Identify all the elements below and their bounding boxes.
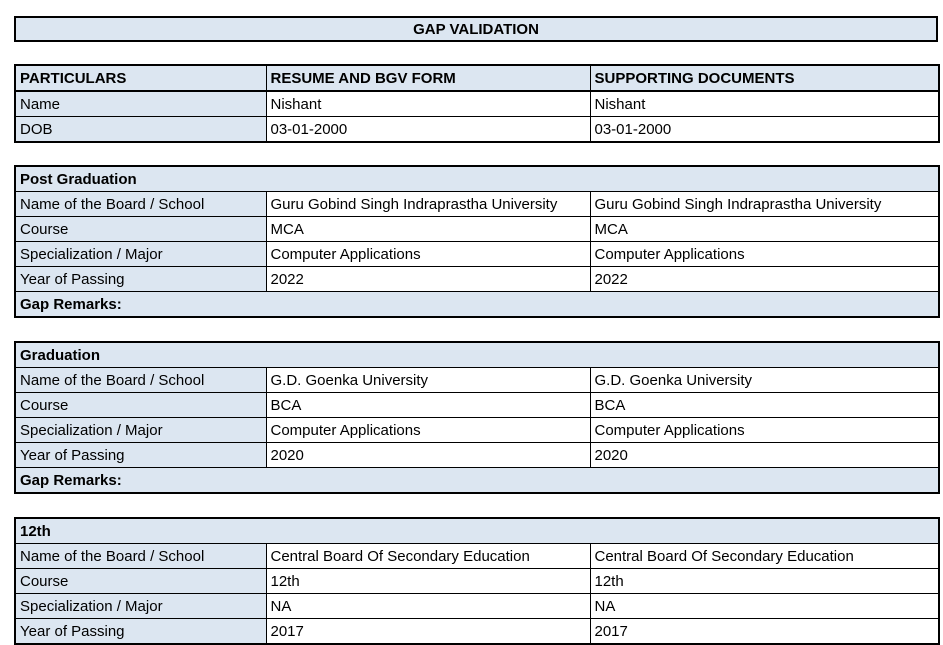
value-cell: 2020	[590, 443, 939, 468]
value-cell: 2017	[266, 619, 590, 645]
gap-remarks-row	[15, 468, 939, 494]
value-cell: 2020	[266, 443, 590, 468]
row-label-cell: Course	[15, 217, 266, 242]
column-header-supporting: SUPPORTING DOCUMENTS	[590, 65, 939, 91]
value-cell: Central Board Of Secondary Education	[590, 544, 939, 569]
value-cell: NA	[266, 594, 590, 619]
value-cell: 03-01-2000	[590, 117, 939, 143]
section-header-row	[15, 342, 939, 368]
table-row	[15, 192, 939, 217]
gap-remarks-label: Gap Remarks:	[15, 468, 939, 494]
page-title: GAP VALIDATION	[14, 16, 938, 42]
value-cell: G.D. Goenka University	[266, 368, 590, 393]
row-label-cell: Specialization / Major	[15, 242, 266, 267]
value-cell: 2022	[266, 267, 590, 292]
value-cell: Central Board Of Secondary Education	[266, 544, 590, 569]
section-title: Post Graduation	[15, 166, 939, 192]
table-row	[15, 117, 939, 143]
value-cell: Computer Applications	[590, 418, 939, 443]
section-header-row	[15, 518, 939, 544]
column-header-resume: RESUME AND BGV FORM	[266, 65, 590, 91]
table-row	[15, 368, 939, 393]
row-label-cell: Course	[15, 393, 266, 418]
summary-table	[14, 64, 940, 143]
table-row	[15, 217, 939, 242]
summary-header-row	[15, 65, 939, 91]
section-title: Graduation	[15, 342, 939, 368]
gap-validation-document	[0, 16, 943, 639]
table-row	[15, 242, 939, 267]
value-cell: Nishant	[590, 91, 939, 117]
section-table-12th	[14, 517, 940, 645]
table-row	[15, 443, 939, 468]
value-cell: 12th	[590, 569, 939, 594]
row-label-cell: Name of the Board / School	[15, 192, 266, 217]
row-label-cell: DOB	[15, 117, 266, 143]
row-label-cell: Specialization / Major	[15, 418, 266, 443]
row-label-cell: Name of the Board / School	[15, 544, 266, 569]
value-cell: Guru Gobind Singh Indraprastha University	[266, 192, 590, 217]
table-row	[15, 594, 939, 619]
table-row	[15, 91, 939, 117]
table-row	[15, 569, 939, 594]
value-cell: MCA	[590, 217, 939, 242]
table-row	[15, 393, 939, 418]
table-row	[15, 619, 939, 645]
value-cell: Computer Applications	[266, 418, 590, 443]
value-cell: Computer Applications	[266, 242, 590, 267]
gap-remarks-row	[15, 292, 939, 318]
row-label-cell: Year of Passing	[15, 267, 266, 292]
row-label-cell: Name of the Board / School	[15, 368, 266, 393]
row-label-cell: Year of Passing	[15, 619, 266, 645]
value-cell: BCA	[590, 393, 939, 418]
value-cell: MCA	[266, 217, 590, 242]
value-cell: BCA	[266, 393, 590, 418]
section-table-graduation	[14, 341, 940, 494]
section-header-row	[15, 166, 939, 192]
value-cell: 12th	[266, 569, 590, 594]
value-cell: Computer Applications	[590, 242, 939, 267]
section-table-post-graduation	[14, 165, 940, 318]
value-cell: 03-01-2000	[266, 117, 590, 143]
value-cell: NA	[590, 594, 939, 619]
value-cell: G.D. Goenka University	[590, 368, 939, 393]
value-cell: Nishant	[266, 91, 590, 117]
row-label-cell: Name	[15, 91, 266, 117]
table-row	[15, 267, 939, 292]
table-row	[15, 544, 939, 569]
row-label-cell: Specialization / Major	[15, 594, 266, 619]
row-label-cell: Year of Passing	[15, 443, 266, 468]
table-row	[15, 418, 939, 443]
row-label-cell: Course	[15, 569, 266, 594]
column-header-particulars: PARTICULARS	[15, 65, 266, 91]
value-cell: Guru Gobind Singh Indraprastha University	[590, 192, 939, 217]
section-title: 12th	[15, 518, 939, 544]
gap-remarks-label: Gap Remarks:	[15, 292, 939, 318]
value-cell: 2017	[590, 619, 939, 645]
value-cell: 2022	[590, 267, 939, 292]
